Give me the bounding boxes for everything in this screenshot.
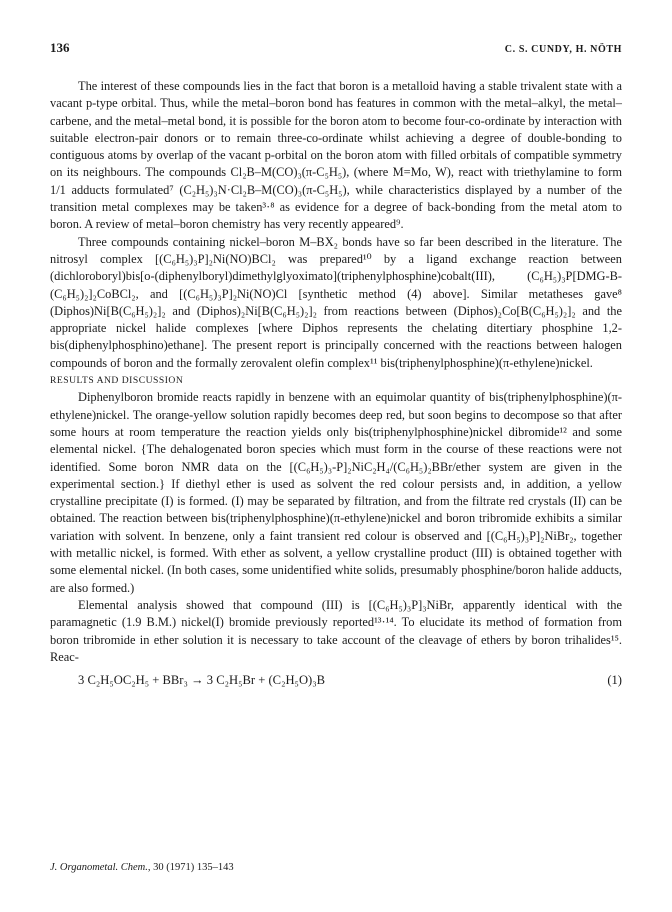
paragraph-intro: The interest of these compounds lies in the fact that boron is a metalloid having a stable trivalent state with a vacant p-type orbital. Thus, while the metal–boron bond has features in common with the metal–alkyl, the metal–carbene, and the metal–metal bond, it is possible for the boron atom to become four-co-ordinate by interaction with suitable electron-pair donors or to remain three-co-ordinate whilst achieving a degree of double-bonding to contiguous atoms by overlap of the vacant p-orbital on the boron atom with filled orbitals of compatible symmetry on its neighbours. The compounds Cl₂B–M(CO)₃(π-C₅H₅), (where M=Mo, W), react with triethylamine to form 1/1 adducts formulated⁷ (C₂H₅)₃N·Cl₂B–M(CO)₃(π-C₅H₅), while characteristics displayed by a number of the transition metal complexes may be taken³·⁸ as evidence for a degree of back-bonding from the metal atom to boron. A review of metal–boron chemistry has very recently appeared⁹. [50,79,622,232]
paragraph-results-1: Diphenylboron bromide reacts rapidly in benzene with an equimolar quantity of bis(triphenylphosphine)(π-ethylene)nickel. The orange-yellow solution rapidly becomes deep red, but soon begins to decompose so that after some hours at room temperature the reaction yields only bis(triphenylphosphine)nickel dibromide¹² and some elemental nickel. {The dehalogenated boron species which must form in the course of these reactions were not identified. Some boron NMR data on the [(C₆H₅)₃-P]₂NiC₂H₄/(C₆H₅)₂BBr/ether system are given in the experimental section.} If diethyl ether is used as solvent the red colour persists and, in addition, a yellow crystalline precipitate (I) is formed. (I) may be separated by filtration, and from the filtrate red crystals (II) can be obtained. The reaction between bis(triphenylphosphine)(π-ethylene)nickel and boron tribromide exhibits a similar variation with solvent. In benzene, only a faint transient red colour is observed and [(C₆H₅)₃P]₂NiBr₂, together with metallic nickel, is formed. With ether as solvent, a yellow crystalline product (III) is obtained together with some elemental nickel. (In both cases, some unidentified white solids, presumably phosphine/boron halide adducts, are also formed.) [50,390,622,595]
journal-citation: 30 (1971) 135–143 [150,862,234,873]
running-authors: C. S. CUNDY, H. NÖTH [504,44,622,55]
journal-name: J. Organometal. Chem., [50,862,151,873]
equation-1 [50,672,622,689]
paragraph-literature: Three compounds containing nickel–boron M–BX₂ bonds have so far been described in the literature. The nitrosyl complex [(C₆H₅)₃P]₂Ni(NO)BCl₂ was prepared¹⁰ by a ligand exchange reaction between (dichloroboryl)bis[o-(diphenylboryl)dimethylglyoximato](triphenylphosphine)cobalt(III), (C₆H₅)₃P[DMG-B-(C₆H₅)₂]₂CoBCl₂, and [(C₆H₅)₃P]₂Ni(NO)Cl [synthetic method (4) above]. Similar metatheses gave⁸ (Diphos)Ni[B(C₆H₅)₂]₂ and (Diphos)₂Ni[B(C₆H₅)₂]₂ from reactions between (Diphos)₂Co[B(C₆H₅)₂]₂ and the appropriate nickel halide complexes [where Diphos represents the chelating ditertiary phosphine 1,2-bis(diphenylphosphino)ethane]. The present report is principally concerned with the reactions between halogen compounds of boron and the formally zerovalent olefin complex¹¹ bis(triphenylphosphine)(π-ethylene)nickel. [50,234,622,370]
section-heading: RESULTS AND DISCUSSION [50,375,184,387]
article-body [50,78,622,689]
equation-number: (1) [607,673,622,688]
page-number: 136 [50,40,70,55]
journal-footer [50,862,234,873]
page [50,40,622,689]
running-header [50,40,622,62]
paragraph-results-2: Elemental analysis showed that compound (III) is [(C₆H₅)₃P]₃NiBr, apparently identical with the paramagnetic (1.9 B.M.) nickel(I) bromide previously reported¹³·¹⁴. To elucidate its method of formation from boron tribromide in ether solution it is necessary to take account of the cleavage of ethers by boron trihalides¹⁵. Reac- [50,597,622,664]
equation-text: 3 C₂H₅OC₂H₅ + BBr₃ → 3 C₂H₅Br + (C₂H₅O)₃B [78,673,326,688]
